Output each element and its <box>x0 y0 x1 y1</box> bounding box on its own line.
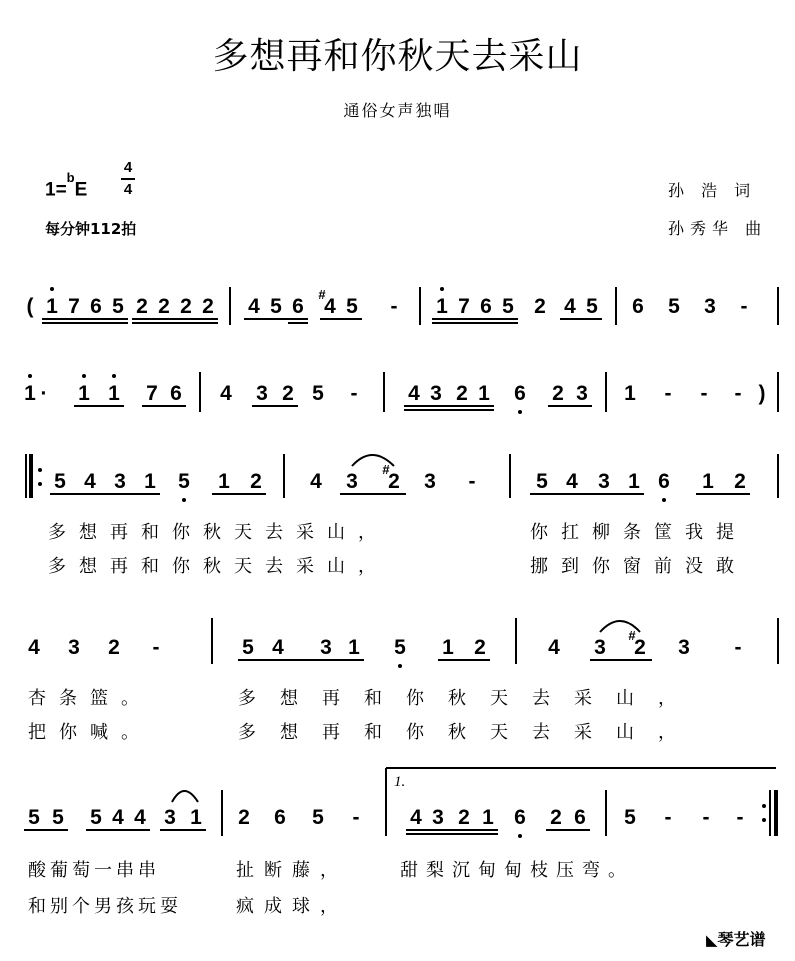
score-line-5 <box>0 760 795 840</box>
svg-text:4: 4 <box>272 636 284 659</box>
lyric-v2-d: 多想再和你秋天去采山， <box>238 722 700 743</box>
svg-text:6: 6 <box>632 295 644 318</box>
svg-text:5: 5 <box>270 295 282 318</box>
svg-text:2: 2 <box>180 295 192 318</box>
svg-text:4: 4 <box>84 470 96 493</box>
svg-text:-: - <box>740 295 748 318</box>
lyric-v2-b: 挪到你窗前没敢 <box>530 556 747 577</box>
svg-text:3: 3 <box>432 806 444 829</box>
svg-text:3: 3 <box>68 636 80 659</box>
flat-sign: b <box>66 170 75 185</box>
lyric-v2-c: 把你喊。 <box>28 722 152 743</box>
svg-text:-: - <box>350 382 358 405</box>
svg-text:1: 1 <box>624 382 636 405</box>
time-bottom: 4 <box>123 181 133 198</box>
svg-text:2: 2 <box>282 382 294 405</box>
svg-text:1: 1 <box>108 382 120 405</box>
svg-text:5: 5 <box>178 470 190 493</box>
svg-text:4: 4 <box>28 636 40 659</box>
svg-text:1: 1 <box>348 636 360 659</box>
svg-text:-: - <box>734 382 742 405</box>
lyric-v2-a: 多想再和你秋天去采山， <box>48 556 389 577</box>
svg-text:-: - <box>664 382 672 405</box>
svg-text:4: 4 <box>220 382 232 405</box>
svg-text:3: 3 <box>598 470 610 493</box>
svg-text:3: 3 <box>594 636 606 659</box>
svg-text:1: 1 <box>144 470 156 493</box>
lyric-v1-f: 扯断藤， <box>236 860 348 881</box>
svg-text:2: 2 <box>550 806 562 829</box>
svg-text:1: 1 <box>628 470 640 493</box>
svg-text:-: - <box>736 806 744 829</box>
svg-text:6: 6 <box>514 806 526 829</box>
score-line-3 <box>0 448 795 508</box>
svg-text:5: 5 <box>624 806 636 829</box>
time-signature <box>117 158 139 200</box>
svg-text:1: 1 <box>24 382 36 405</box>
svg-text:1: 1 <box>436 295 448 318</box>
svg-text:-: - <box>152 636 160 659</box>
svg-text:#: # <box>318 287 326 302</box>
svg-text:3: 3 <box>678 636 690 659</box>
svg-text:5: 5 <box>312 382 324 405</box>
svg-text:3: 3 <box>346 470 358 493</box>
svg-text:-: - <box>700 382 708 405</box>
svg-text:5: 5 <box>90 806 102 829</box>
svg-text:3: 3 <box>424 470 436 493</box>
svg-text:2: 2 <box>108 636 120 659</box>
svg-text:#: # <box>628 628 636 643</box>
svg-text:5: 5 <box>312 806 324 829</box>
svg-text:): ) <box>758 382 766 405</box>
composer-credit: 孙秀华 曲 <box>668 219 768 238</box>
svg-text:3: 3 <box>704 295 716 318</box>
svg-text:1: 1 <box>46 295 58 318</box>
volta-1: 1. <box>394 774 406 790</box>
svg-text:1: 1 <box>218 470 230 493</box>
svg-text:6: 6 <box>574 806 586 829</box>
svg-text:2: 2 <box>250 470 262 493</box>
svg-text:2: 2 <box>158 295 170 318</box>
svg-text:6: 6 <box>292 295 304 318</box>
lyric-v1-b: 你扛柳条筐我提 <box>530 522 747 543</box>
lyric-v2-e: 和别个男孩玩耍 <box>28 896 182 917</box>
svg-text:2: 2 <box>552 382 564 405</box>
svg-text:2: 2 <box>388 470 400 493</box>
key-signature <box>45 170 88 201</box>
svg-text:4: 4 <box>324 295 336 318</box>
score-line-4 <box>0 610 795 670</box>
lyric-v2-f: 疯成球， <box>236 896 348 917</box>
svg-text:7: 7 <box>458 295 470 318</box>
svg-text:5: 5 <box>586 295 598 318</box>
svg-text:1: 1 <box>702 470 714 493</box>
svg-text:7: 7 <box>68 295 80 318</box>
svg-text:4: 4 <box>310 470 322 493</box>
svg-text:4: 4 <box>112 806 124 829</box>
svg-text:-: - <box>468 470 476 493</box>
svg-text:5: 5 <box>28 806 40 829</box>
logo-icon: ◣ <box>706 931 718 949</box>
svg-text:7: 7 <box>146 382 158 405</box>
watermark-logo: ◣琴艺谱 <box>706 930 766 949</box>
svg-text:6: 6 <box>658 470 670 493</box>
lyric-v1-g: 甜梨沉甸甸枝压弯。 <box>400 860 634 881</box>
svg-text:6: 6 <box>274 806 286 829</box>
svg-text:1: 1 <box>478 382 490 405</box>
svg-text:5: 5 <box>394 636 406 659</box>
score-line-2 <box>0 360 795 420</box>
tempo-marking: 每分钟112拍 <box>45 220 137 238</box>
svg-text:-: - <box>664 806 672 829</box>
svg-text:5: 5 <box>112 295 124 318</box>
lyricist-credit: 孙 浩 词 <box>668 181 757 200</box>
svg-text:5: 5 <box>242 636 254 659</box>
svg-text:2: 2 <box>458 806 470 829</box>
svg-text:2: 2 <box>474 636 486 659</box>
svg-text:2: 2 <box>202 295 214 318</box>
svg-text:4: 4 <box>408 382 420 405</box>
svg-text:5: 5 <box>54 470 66 493</box>
svg-text:5: 5 <box>668 295 680 318</box>
svg-text:4: 4 <box>566 470 578 493</box>
svg-text:4: 4 <box>564 295 576 318</box>
svg-text:3: 3 <box>164 806 176 829</box>
svg-text:-: - <box>734 636 742 659</box>
time-top: 4 <box>123 159 133 176</box>
lyric-v1-a: 多想再和你秋天去采山， <box>48 522 389 543</box>
svg-text:6: 6 <box>480 295 492 318</box>
song-subtitle: 通俗女声独唱 <box>343 101 452 120</box>
svg-text:2: 2 <box>136 295 148 318</box>
svg-text:4: 4 <box>248 295 260 318</box>
svg-text:2: 2 <box>534 295 546 318</box>
svg-text:6: 6 <box>514 382 526 405</box>
svg-text:1: 1 <box>78 382 90 405</box>
score-line-1 <box>0 275 795 335</box>
song-title: 多想再和你秋天去采山 <box>212 36 583 77</box>
svg-text:-: - <box>702 806 710 829</box>
svg-text:-: - <box>352 806 360 829</box>
lyric-v1-c: 杏条篮。 <box>28 688 152 709</box>
svg-text:1: 1 <box>482 806 494 829</box>
svg-text:4: 4 <box>134 806 146 829</box>
svg-text:#: # <box>382 462 390 477</box>
svg-text:6: 6 <box>90 295 102 318</box>
svg-text:3: 3 <box>320 636 332 659</box>
svg-text:5: 5 <box>536 470 548 493</box>
svg-text:4: 4 <box>548 636 560 659</box>
svg-text:5: 5 <box>502 295 514 318</box>
svg-text:2: 2 <box>734 470 746 493</box>
svg-text:·: · <box>40 382 48 405</box>
svg-text:3: 3 <box>114 470 126 493</box>
svg-text:3: 3 <box>576 382 588 405</box>
svg-text:2: 2 <box>238 806 250 829</box>
svg-text:3: 3 <box>256 382 268 405</box>
svg-text:1: 1 <box>442 636 454 659</box>
svg-text:-: - <box>390 295 398 318</box>
svg-text:4: 4 <box>410 806 422 829</box>
svg-text:2: 2 <box>634 636 646 659</box>
svg-text:6: 6 <box>170 382 182 405</box>
lyric-v1-d: 多想再和你秋天去采山， <box>238 688 700 709</box>
svg-text:1: 1 <box>190 806 202 829</box>
paren-open: ( <box>26 295 34 318</box>
svg-text:5: 5 <box>346 295 358 318</box>
svg-text:3: 3 <box>430 382 442 405</box>
svg-text:5: 5 <box>52 806 64 829</box>
key-prefix: 1= <box>45 179 67 201</box>
svg-text:2: 2 <box>456 382 468 405</box>
key-note: E <box>74 179 88 201</box>
lyric-v1-e: 酸葡萄一串串 <box>28 860 160 881</box>
